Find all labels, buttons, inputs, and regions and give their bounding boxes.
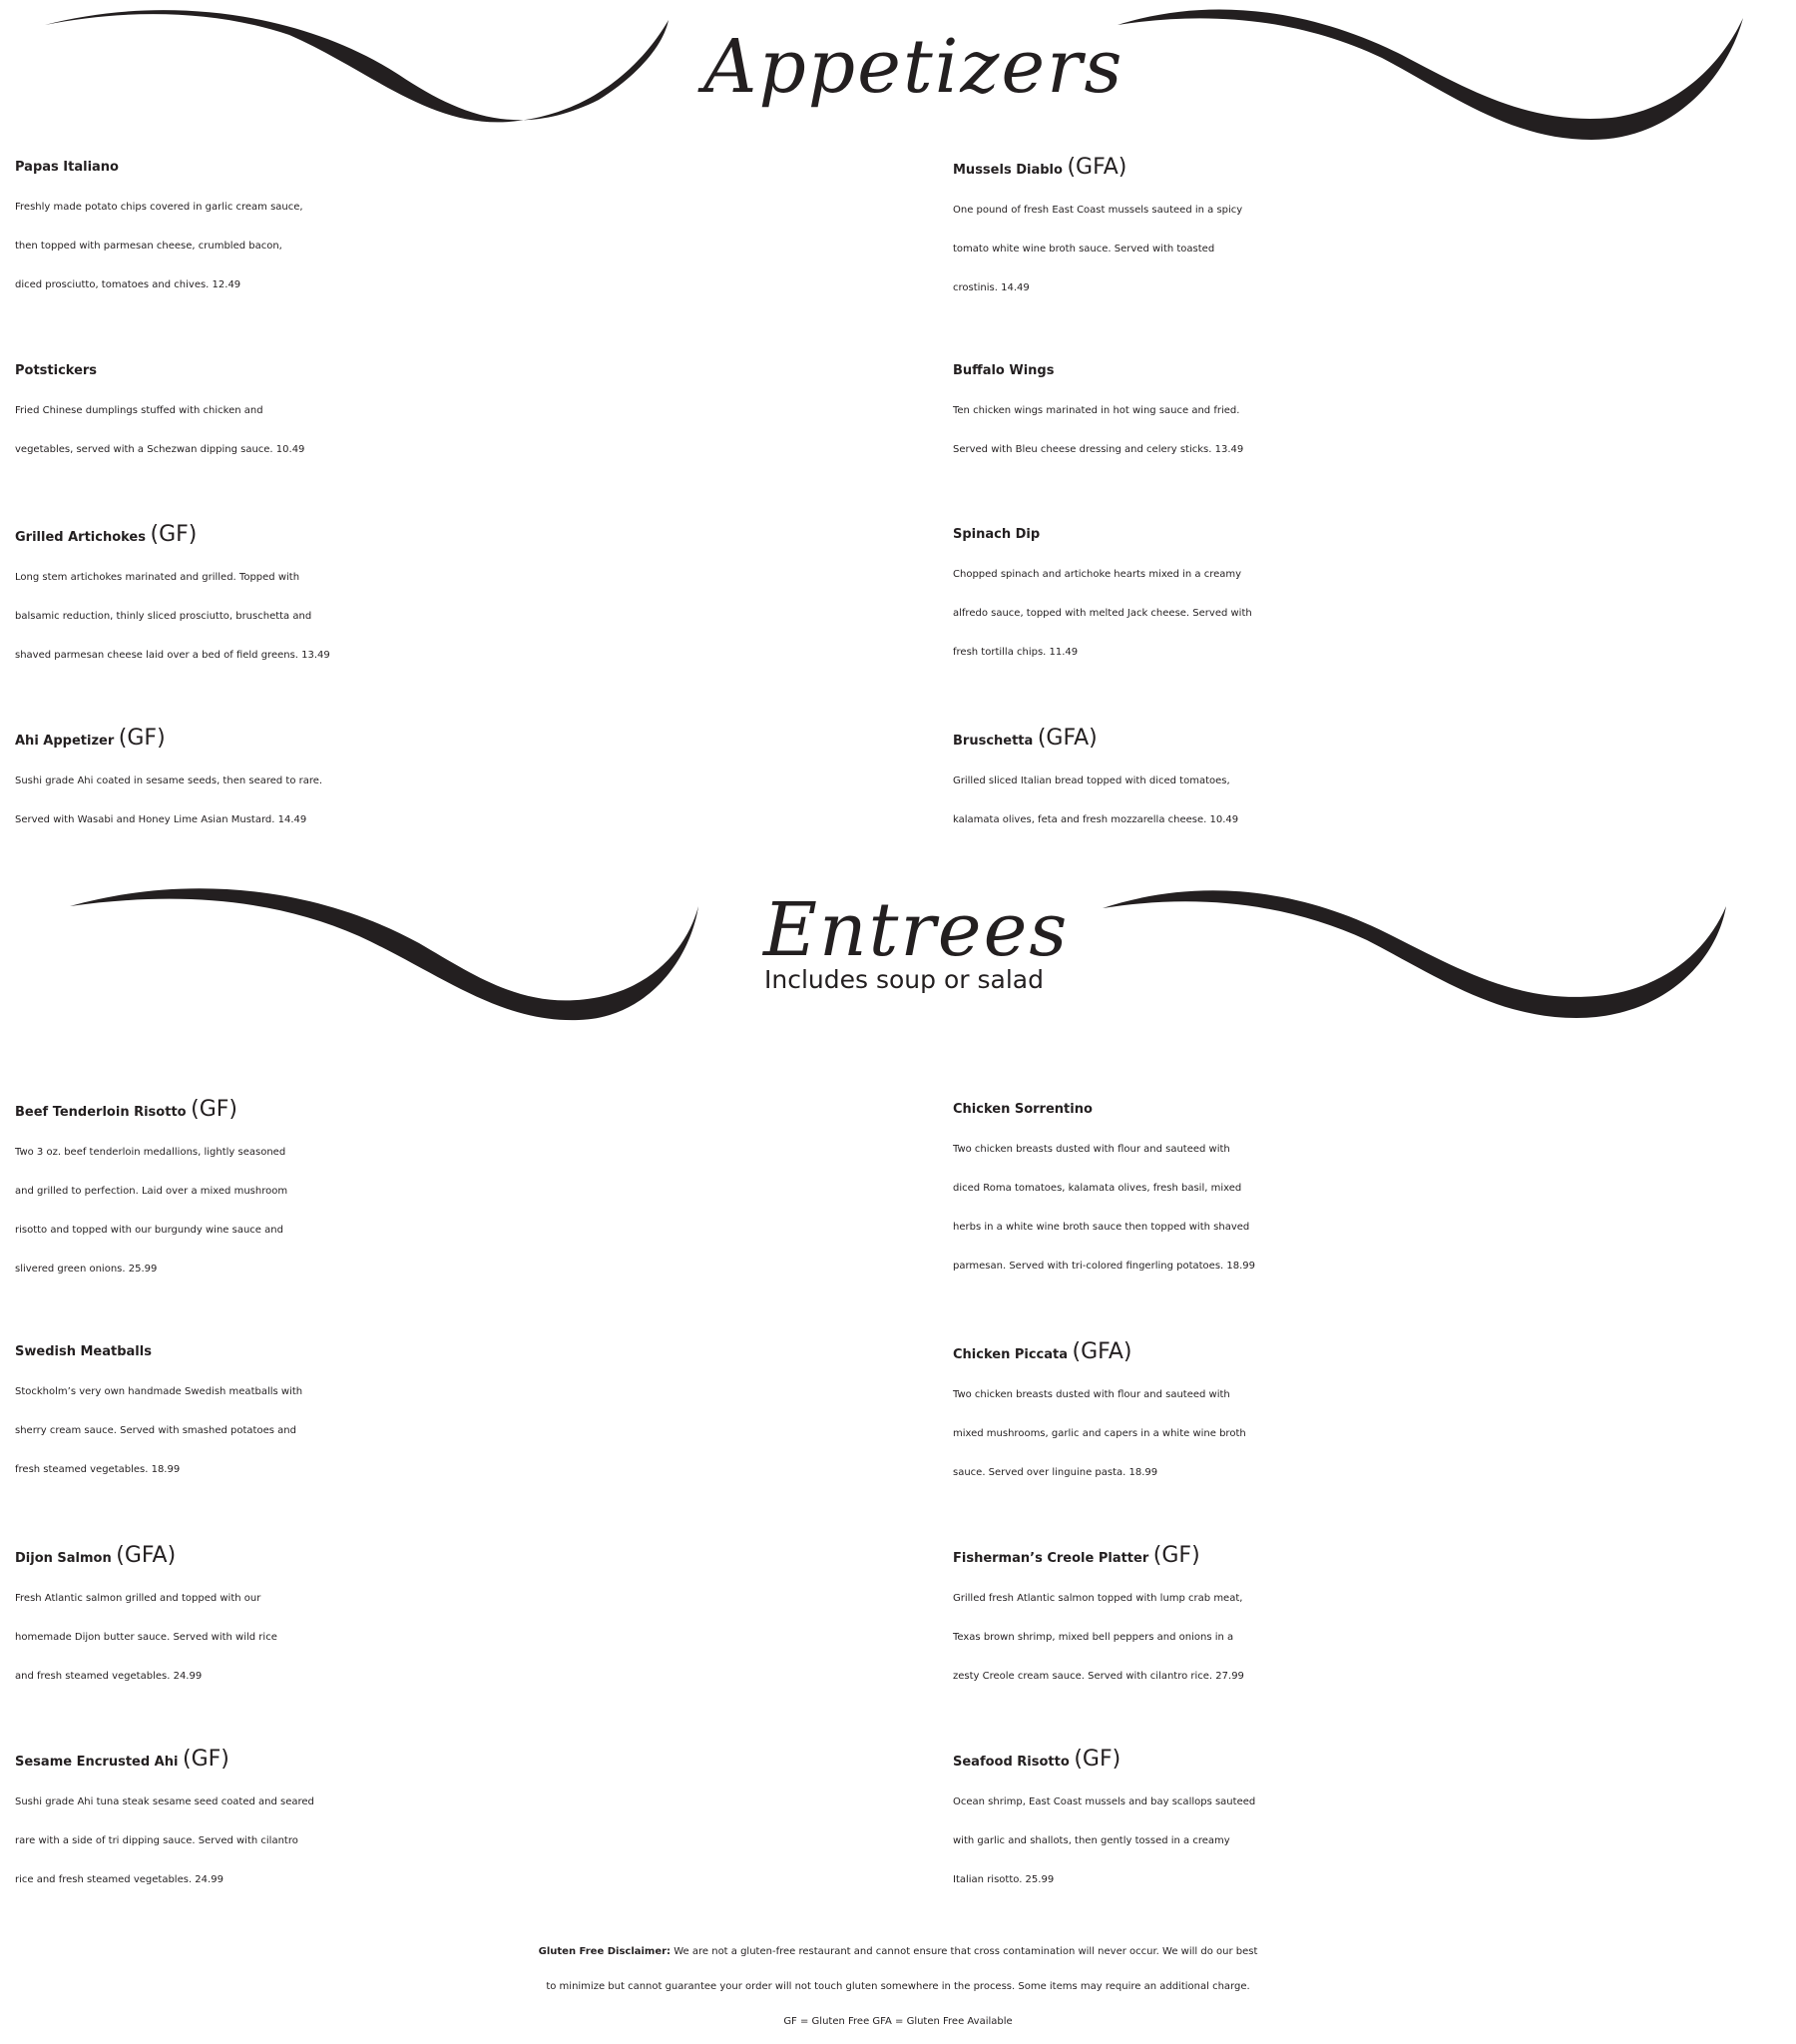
menu-item <box>953 148 1796 307</box>
item-name: Chicken Piccata <box>953 1347 1069 1362</box>
appetizers-title: Appetizers <box>703 24 1124 110</box>
menu-item <box>15 148 913 304</box>
menu-item <box>15 1740 913 1899</box>
menu-item <box>15 1332 913 1489</box>
item-name: Sesame Encrusted Ahi <box>15 1755 179 1770</box>
item-name: Chicken Sorrentino <box>953 1102 1093 1117</box>
swash-top-left <box>40 0 678 140</box>
item-description: Ocean shrimp, East Coast mussels and bay scallops sauteed with garlic and shallots, then gently tossed in a creamy Italian risotto. 25.99 <box>953 1796 1256 1885</box>
item-description: Two chicken breasts dusted with flour and sauteed with diced Roma tomatoes, kalamata olives, fresh basil, mixed herbs in a white wine broth sauce then topped with shaved parmesan. Served with tri-colored fingerling potatoes. 18.99 <box>953 1144 1256 1272</box>
item-name: Dijon Salmon <box>15 1551 112 1566</box>
item-name: Seafood Risotto <box>953 1755 1070 1770</box>
item-description: Stockholm’s very own handmade Swedish meatballs with sherry cream sauce. Served with smashed potatoes and fresh steamed vegetables. 18.99 <box>15 1386 303 1475</box>
item-name: Papas Italiano <box>15 160 119 175</box>
item-name: Fisherman’s Creole Platter <box>953 1551 1149 1566</box>
item-description: Freshly made potato chips covered in garlic cream sauce, then topped with parmesan cheese, crumbled bacon, diced prosciutto, tomatoes and chives. 12.49 <box>15 202 303 290</box>
item-description: Two chicken breasts dusted with flour and sauteed with mixed mushrooms, garlic and capers in a white wine broth sauce. Served over linguine pasta. 18.99 <box>953 1389 1246 1478</box>
gluten-tag: (GFA) <box>1072 1339 1132 1364</box>
item-description: Fresh Atlantic salmon grilled and topped with our homemade Dijon butter sauce. Served with wild rice and fresh steamed vegetables. 24.99 <box>15 1593 277 1682</box>
menu-item <box>15 1536 913 1696</box>
item-name: Bruschetta <box>953 734 1034 749</box>
menu-item <box>953 1536 1796 1696</box>
disclaimer-label: Gluten Free Disclaimer: <box>538 1946 672 1957</box>
gluten-tag: (GF) <box>183 1747 229 1772</box>
menu-item <box>15 1090 913 1288</box>
gluten-tag: (GF) <box>191 1097 237 1122</box>
menu-item <box>953 515 1796 672</box>
menu-item <box>15 351 913 469</box>
item-name: Spinach Dip <box>953 527 1041 542</box>
item-description: Two 3 oz. beef tenderloin medallions, lightly seasoned and grilled to perfection. Laid over a mixed mushroom risotto and topped with our burgundy wine sauce and slivered green onions. 25.99 <box>15 1147 288 1275</box>
swash-mid-left <box>60 878 708 1028</box>
item-description: Chopped spinach and artichoke hearts mixed in a creamy alfredo sauce, topped with melted Jack cheese. Served with fresh tortilla chips. 11.49 <box>953 569 1252 658</box>
entrees-subtitle: Includes soup or salad <box>764 965 1044 994</box>
item-name: Beef Tenderloin Risotto <box>15 1105 187 1120</box>
gluten-tag: (GF) <box>1152 1543 1200 1568</box>
gluten-tag: (GF) <box>118 726 166 751</box>
gluten-legend: GF = Gluten Free GFA = Gluten Free Available <box>783 2016 1013 2027</box>
item-description: Grilled fresh Atlantic salmon topped with lump crab meat, Texas brown shrimp, mixed bell peppers and onions in a zesty Creole cream sauce. Served with cilantro rice. 27.99 <box>953 1593 1244 1682</box>
gluten-tag: (GF) <box>1074 1747 1122 1772</box>
swash-top-right <box>1113 0 1751 150</box>
menu-item <box>953 1090 1796 1285</box>
menu-item <box>953 351 1796 469</box>
menu-item <box>953 1740 1796 1899</box>
item-name: Mussels Diablo <box>953 163 1063 178</box>
item-description: Ten chicken wings marinated in hot wing sauce and fried. Served with Bleu cheese dressing and celery sticks. 13.49 <box>953 405 1244 455</box>
item-description: Fried Chinese dumplings stuffed with chicken and vegetables, served with a Schezwan dipping sauce. 10.49 <box>15 405 305 455</box>
gluten-tag: (GF) <box>150 522 198 547</box>
item-description: One pound of fresh East Coast mussels sauteed in a spicy tomato white wine broth sauce. Served with toasted crostinis. 14.49 <box>953 205 1243 293</box>
item-description: Sushi grade Ahi tuna steak sesame seed coated and seared rare with a side of tri dipping sauce. Served with cilantro rice and fresh steamed vegetables. 24.99 <box>15 1796 314 1885</box>
item-name: Swedish Meatballs <box>15 1344 152 1359</box>
gluten-tag: (GFA) <box>1037 726 1098 751</box>
item-name: Ahi Appetizer <box>15 734 115 749</box>
menu-item <box>953 1332 1796 1492</box>
swash-mid-right <box>1098 878 1736 1028</box>
disclaimer-text-line-1: We are not a gluten-free restaurant and cannot ensure that cross contamination will never occur. We will do our best <box>671 1946 1258 1957</box>
gluten-tag: (GFA) <box>116 1543 177 1568</box>
entrees-title: Entrees <box>763 887 1070 973</box>
item-description: Sushi grade Ahi coated in sesame seeds, then seared to rare. Served with Wasabi and Honey Lime Asian Mustard. 14.49 <box>15 775 323 825</box>
item-name: Buffalo Wings <box>953 363 1055 378</box>
item-description: Grilled sliced Italian bread topped with diced tomatoes, kalamata olives, feta and fresh mozzarella cheese. 10.49 <box>953 775 1239 825</box>
item-description: Long stem artichokes marinated and grilled. Topped with balsamic reduction, thinly sliced prosciutto, bruschetta and shaved parmesan cheese laid over a bed of field greens. 13.49 <box>15 572 330 661</box>
menu-item <box>953 719 1796 839</box>
item-name: Potstickers <box>15 363 98 378</box>
gluten-free-disclaimer <box>0 1934 1796 2039</box>
item-name: Grilled Artichokes <box>15 530 146 545</box>
disclaimer-text-line-2: to minimize but cannot guarantee your order will not touch gluten somewhere in the process. Some items may require an additional charge. <box>546 1981 1250 1992</box>
menu-item <box>15 719 913 839</box>
menu-item <box>15 515 913 675</box>
gluten-tag: (GFA) <box>1067 155 1127 180</box>
